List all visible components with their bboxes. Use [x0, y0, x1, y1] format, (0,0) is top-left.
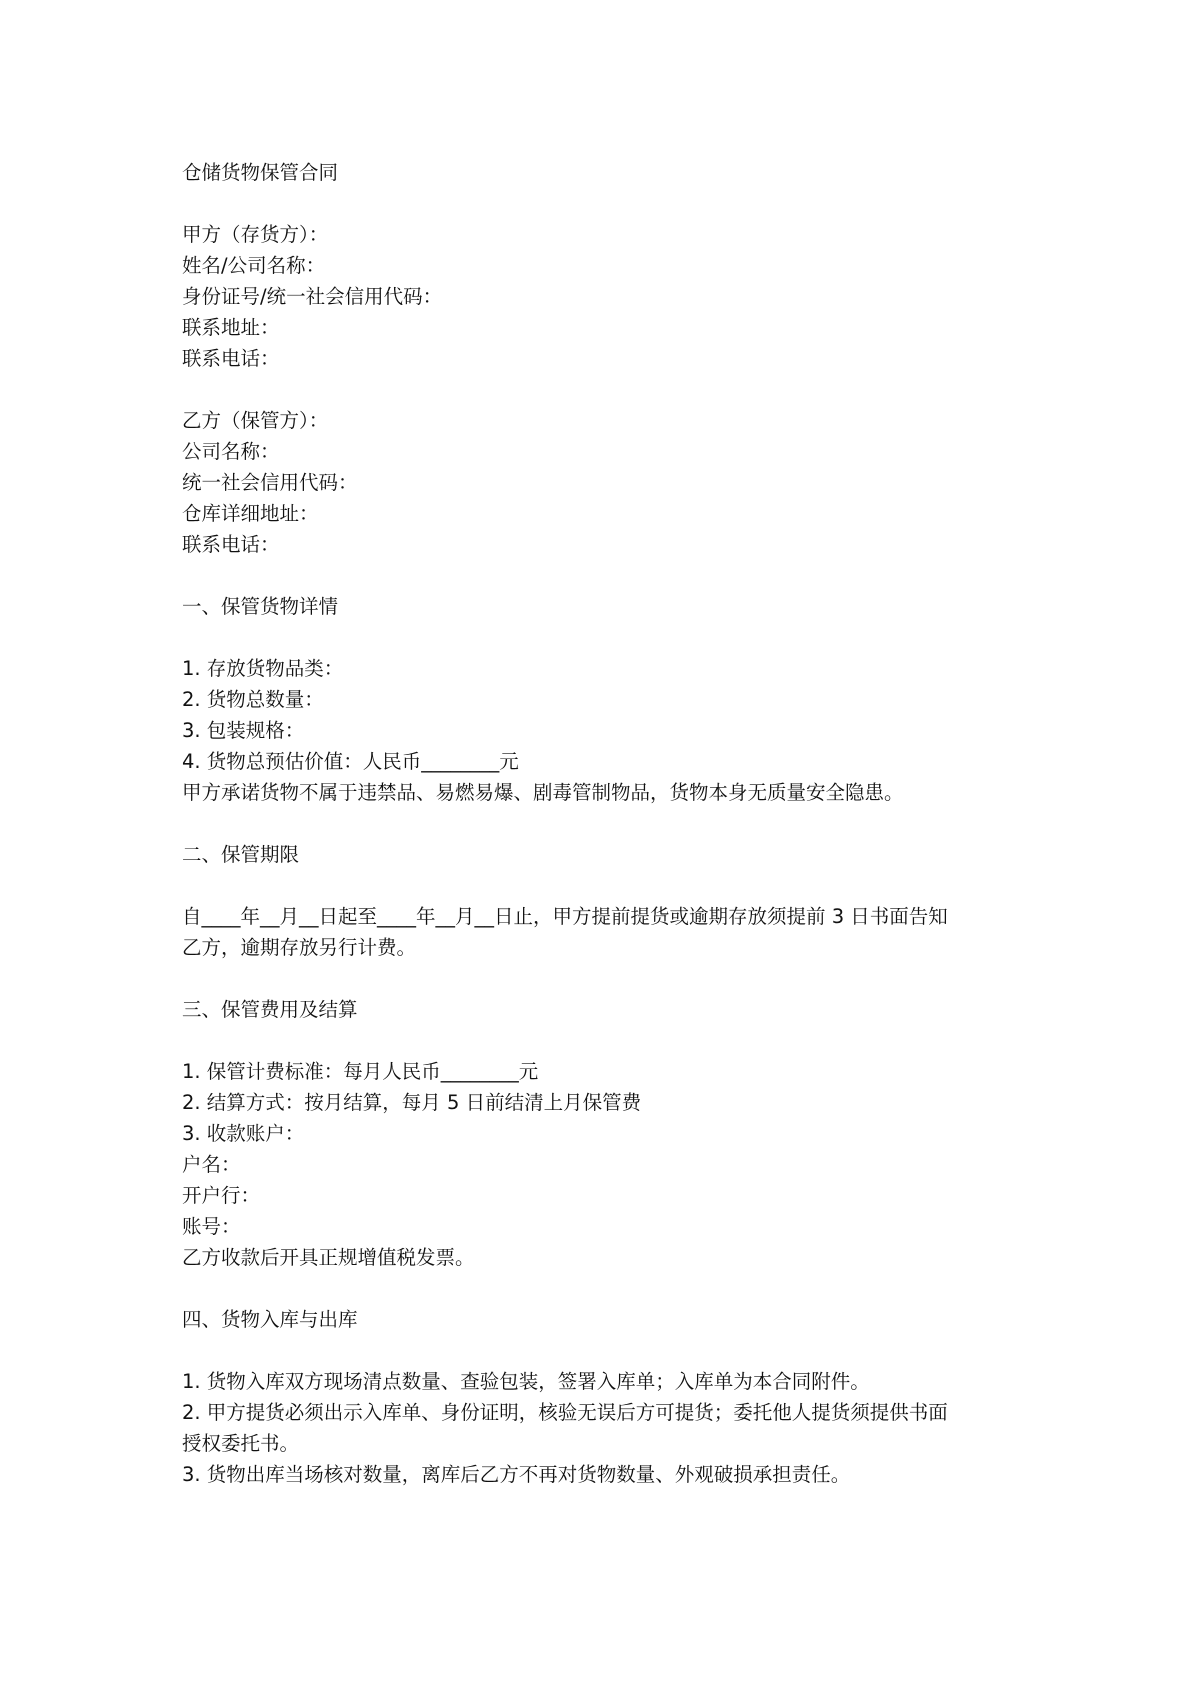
section-1-heading: 一、保管货物详情: [182, 595, 339, 618]
spacer: [182, 1335, 1022, 1366]
party-b-company-label: 公司名称：: [182, 440, 280, 463]
party-b-heading: 乙方（保管方）：: [182, 409, 329, 432]
spacer: [182, 808, 1022, 839]
section-1-item-3: 3. 包装规格：: [182, 719, 305, 742]
section-3-item-2: 2. 结算方式：按月结算，每月 5 日前结清上月保管费: [182, 1091, 642, 1114]
section-2-heading: 二、保管期限: [182, 843, 300, 866]
contract-body: [182, 157, 1022, 1490]
spacer: [182, 1273, 1022, 1304]
party-a-heading: 甲方（存货方）：: [182, 223, 329, 246]
spacer: [182, 1025, 1022, 1056]
spacer: [182, 963, 1022, 994]
section-1-item-4: 4. 货物总预估价值：人民币________元: [182, 750, 519, 773]
party-b-credit-code-label: 统一社会信用代码：: [182, 471, 358, 494]
section-1-item-1: 1. 存放货物品类：: [182, 657, 344, 680]
section-3-heading: 三、保管费用及结算: [182, 998, 358, 1021]
section-2-line-1: 自____年__月__日起至____年__月__日止，甲方提前提货或逾期存放须提前 3 日书面告知: [182, 905, 948, 928]
party-a-id-label: 身份证号/统一社会信用代码：: [182, 285, 443, 308]
spacer: [182, 622, 1022, 653]
section-4-item-1: 1. 货物入库双方现场清点数量、查验包装，签署入库单；入库单为本合同附件。: [182, 1370, 870, 1393]
spacer: [182, 188, 1022, 219]
section-3-item-3: 3. 收款账户：: [182, 1122, 305, 1145]
section-1-note: 甲方承诺货物不属于违禁品、易燃易爆、剧毒管制物品，货物本身无质量安全隐患。: [182, 781, 904, 804]
section-4-item-3: 3. 货物出库当场核对数量，离库后乙方不再对货物数量、外观破损承担责任。: [182, 1463, 851, 1486]
party-b-phone-label: 联系电话：: [182, 533, 280, 556]
party-b-warehouse-address-label: 仓库详细地址：: [182, 502, 319, 525]
spacer: [182, 374, 1022, 405]
spacer: [182, 870, 1022, 901]
account-name-label: 户名：: [182, 1153, 241, 1176]
section-4-item-2-line-2: 授权委托书。: [182, 1432, 300, 1455]
bank-label: 开户行：: [182, 1184, 261, 1207]
party-a-phone-label: 联系电话：: [182, 347, 280, 370]
section-3-item-1: 1. 保管计费标准：每月人民币________元: [182, 1060, 539, 1083]
section-4-item-2-line-1: 2. 甲方提货必须出示入库单、身份证明，核验无误后方可提货；委托他人提货须提供书面: [182, 1401, 948, 1424]
section-4-heading: 四、货物入库与出库: [182, 1308, 358, 1331]
section-1-item-2: 2. 货物总数量：: [182, 688, 324, 711]
document-title: 仓储货物保管合同: [182, 161, 339, 184]
spacer: [182, 560, 1022, 591]
section-3-note: 乙方收款后开具正规增值税发票。: [182, 1246, 475, 1269]
section-2-line-2: 乙方，逾期存放另行计费。: [182, 936, 417, 959]
account-number-label: 账号：: [182, 1215, 241, 1238]
party-a-name-label: 姓名/公司名称：: [182, 254, 326, 277]
party-a-address-label: 联系地址：: [182, 316, 280, 339]
